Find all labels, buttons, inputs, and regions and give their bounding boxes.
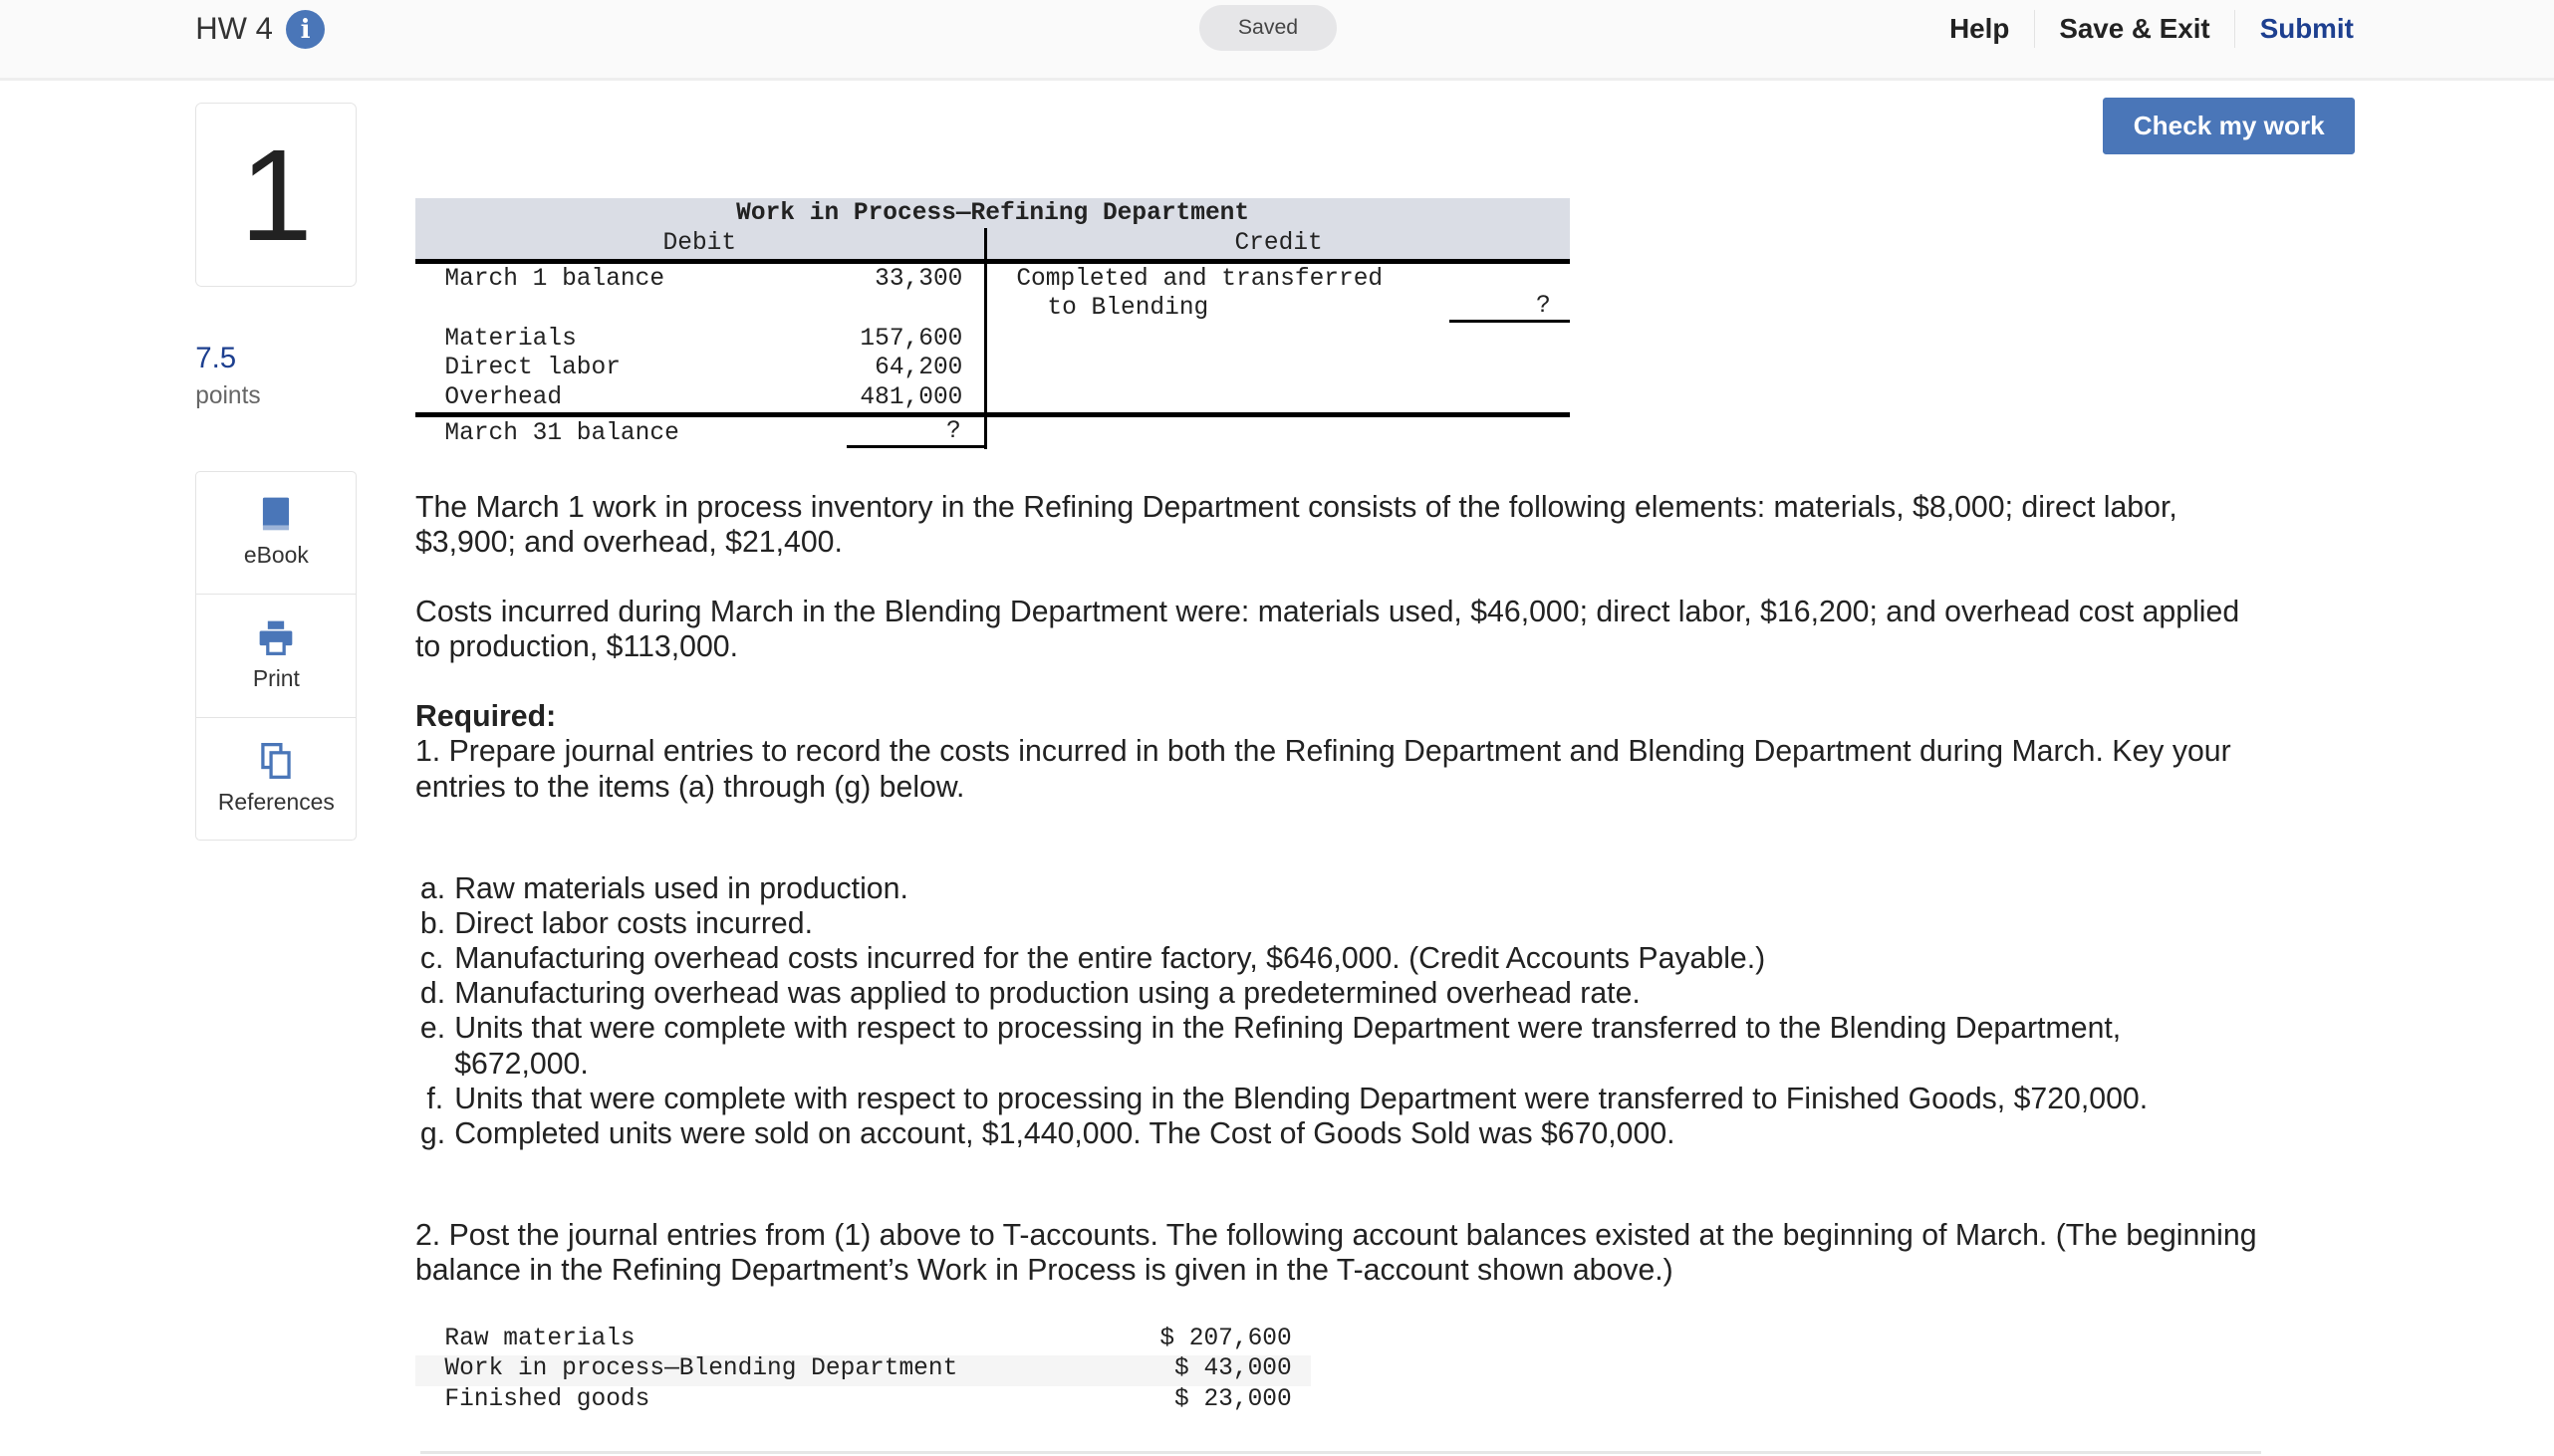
account-name: Work in process—Blending Department bbox=[444, 1355, 958, 1383]
info-icon[interactable]: i bbox=[286, 10, 325, 49]
ending-balance-text: ? bbox=[946, 418, 961, 446]
item-text: Units that were complete with respect to processing in the Blending Department were transferred to Finished Goods, $720,000. bbox=[454, 1082, 2149, 1115]
ending-balance-value bbox=[847, 418, 983, 448]
print-button[interactable] bbox=[196, 594, 356, 717]
print-label: Print bbox=[252, 664, 300, 691]
check-my-work-button[interactable]: Check my work bbox=[2103, 98, 2355, 154]
list-item bbox=[420, 1082, 2228, 1116]
item-text: Manufacturing overhead costs incurred for the entire factory, $646,000. (Credit Accounts Payable.) bbox=[454, 942, 1766, 976]
assignment-title bbox=[195, 10, 325, 49]
list-item bbox=[420, 871, 2228, 906]
item-text: Completed units were sold on account, $1,440,000. The Cost of Goods Sold was $670,000. bbox=[454, 1116, 1675, 1150]
header-nav bbox=[1925, 10, 2354, 49]
list-item bbox=[420, 906, 2228, 941]
item-key: e. bbox=[419, 1012, 446, 1046]
item-key: b. bbox=[419, 906, 446, 940]
credit-label-cont: to Blending bbox=[1047, 294, 1209, 322]
assignment-name: HW 4 bbox=[195, 11, 273, 47]
question-number: 1 bbox=[195, 103, 357, 287]
credit-value-text: ? bbox=[1535, 293, 1551, 321]
table-row bbox=[415, 1386, 1311, 1416]
debit-value: 33,300 bbox=[875, 265, 963, 293]
credit-header: Credit bbox=[1234, 229, 1323, 257]
item-key: c. bbox=[419, 942, 444, 976]
item-text: Direct labor costs incurred. bbox=[454, 906, 813, 940]
requirement-2: 2. Post the journal entries from (1) above to T-accounts. The following account balances existed at the beginning of March. (The beginning balance in the Refining Department’s Work in Process is given in the T-account shown above.) bbox=[414, 1219, 2257, 1288]
credit-label: Completed and transferred bbox=[1016, 265, 1384, 293]
points bbox=[195, 342, 260, 410]
tools-panel bbox=[195, 471, 357, 842]
account-name: Raw materials bbox=[444, 1326, 636, 1353]
debit-value: 157,600 bbox=[860, 326, 963, 354]
references-label: References bbox=[217, 788, 335, 815]
account-balance: $ 207,600 bbox=[1159, 1326, 1292, 1353]
debit-label: March 1 balance bbox=[444, 265, 665, 293]
item-text: Raw materials used in production. bbox=[454, 871, 908, 905]
submit-button[interactable]: Submit bbox=[2234, 10, 2354, 49]
t-account-title: Work in Process—Refining Department bbox=[736, 200, 1250, 228]
t-account-header bbox=[415, 198, 1570, 259]
item-text: Units that were complete with respect to processing in the Refining Department were transferred to the Blending Department, $672,000. bbox=[454, 1012, 2122, 1081]
account-balance: $ 23,000 bbox=[1174, 1385, 1292, 1413]
table-row bbox=[415, 1326, 1311, 1355]
points-value: 7.5 bbox=[195, 342, 237, 375]
items-list bbox=[420, 871, 2228, 1151]
ending-balance-label: March 31 balance bbox=[444, 419, 679, 447]
beginning-balances-table bbox=[415, 1326, 1311, 1416]
account-balance: $ 43,000 bbox=[1174, 1355, 1292, 1383]
item-key: d. bbox=[419, 977, 446, 1011]
ebook-button[interactable] bbox=[196, 472, 356, 595]
list-item bbox=[420, 1011, 2228, 1081]
list-item bbox=[420, 976, 2228, 1011]
debit-value: 64,200 bbox=[875, 355, 963, 382]
book-icon bbox=[258, 496, 294, 532]
item-key: a. bbox=[419, 871, 446, 905]
account-name: Finished goods bbox=[444, 1385, 650, 1413]
paragraph-blending: Costs incurred during March in the Blending Department were: materials used, $46,000; direct labor, $16,200; and overhead cost applied to production, $113,000. bbox=[414, 595, 2240, 663]
help-button[interactable]: Help bbox=[1949, 13, 2010, 45]
top-bar bbox=[0, 0, 2554, 81]
ebook-label: eBook bbox=[243, 542, 309, 569]
debit-value: 481,000 bbox=[860, 383, 963, 411]
debit-header: Debit bbox=[662, 229, 737, 257]
t-account bbox=[415, 198, 1570, 447]
paragraph-refining: The March 1 work in process inventory in the Refining Department consists of the following elements: materials, $8,000; direct labor, $3,900; and overhead, $21,400. bbox=[414, 491, 2177, 560]
debit-label: Direct labor bbox=[444, 355, 621, 382]
saved-status-badge: Saved bbox=[1199, 5, 1338, 51]
requirement-1: 1. Prepare journal entries to record the costs incurred in both the Refining Department and Blending Department during March. Key your entries to the items (a) through (g) below. bbox=[414, 735, 2231, 804]
item-key: f. bbox=[426, 1082, 444, 1115]
table-row bbox=[415, 1355, 1311, 1385]
save-exit-button[interactable]: Save & Exit bbox=[2034, 10, 2234, 49]
required-heading: Required: bbox=[414, 699, 557, 733]
t-account-top-rule bbox=[415, 259, 1570, 264]
printer-icon bbox=[258, 619, 294, 655]
list-item bbox=[420, 1116, 2228, 1151]
debit-label: Overhead bbox=[444, 383, 563, 411]
list-item bbox=[420, 941, 2228, 976]
section-divider bbox=[420, 1451, 2261, 1454]
credit-value bbox=[1449, 293, 1570, 323]
item-text: Manufacturing overhead was applied to production using a predetermined overhead rate. bbox=[454, 977, 1641, 1011]
item-key: g. bbox=[419, 1116, 446, 1150]
references-button[interactable] bbox=[196, 717, 356, 841]
t-account-bottom-rule bbox=[415, 412, 1570, 417]
documents-icon bbox=[258, 743, 294, 779]
debit-label: Materials bbox=[444, 326, 577, 354]
points-label: points bbox=[195, 381, 261, 409]
